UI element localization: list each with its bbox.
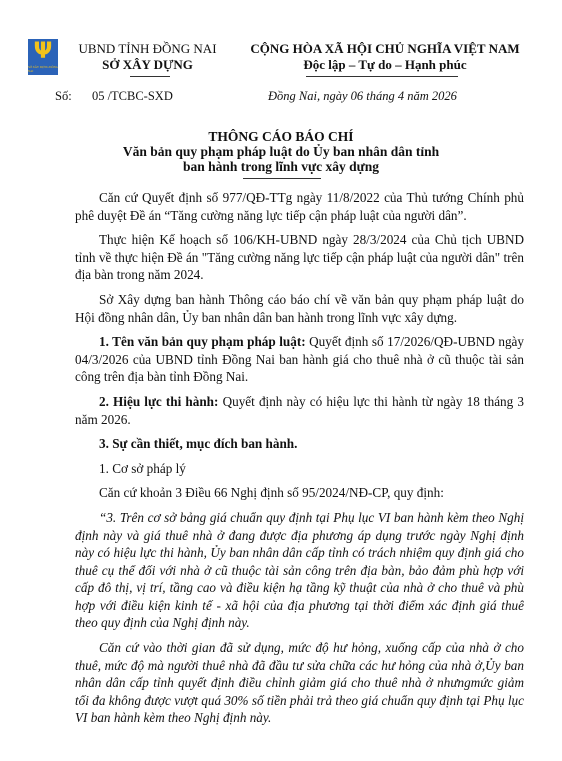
national-motto: Độc lập – Tự do – Hạnh phúc (303, 57, 467, 72)
section-3 (75, 435, 524, 453)
section-3-heading: 3. Sự cần thiết, mục đích ban hành. (99, 436, 298, 452)
parent-organization: UBND TỈNH ĐỒNG NAI (78, 41, 217, 56)
title-underline (243, 178, 321, 179)
document-body (75, 189, 524, 734)
document-number-value: 05 /TCBC-SXD (91, 89, 173, 103)
paragraph-legal-basis: Căn cứ Quyết định số 977/QĐ-TTg ngày 11/8/2022 của Thủ tướng Chính phủ phê duyệt Đề án “Tăng cường năng lực tiếp cận pháp luật của người dân”. (75, 190, 524, 223)
document-number (55, 89, 173, 104)
header-underline-left (130, 76, 170, 77)
section-3-legal-reference: Căn cứ khoản 3 Điều 66 Nghị định số 95/2024/NĐ-CP, quy định: (99, 485, 444, 501)
section-3-subheading: 1. Cơ sở pháp lý (99, 460, 186, 476)
paragraph-plan: Thực hiện Kế hoạch số 106/KH-UBND ngày 28/3/2024 của Chủ tịch UBND tỉnh về thực hiện Đề án "Tăng cường năng lực tiếp cận pháp luật của người dân" trên địa bàn trong năm 2024. (75, 232, 524, 283)
section-2-text: Quyết định này có hiệu lực thi hành từ ngày 18 tháng 3 năm 2026. (75, 393, 524, 427)
organization-name: SỞ XÂY DỰNG (102, 57, 193, 72)
document-subtitle-line1: Văn bản quy phạm pháp luật do Ủy ban nhân dân tỉnh (122, 144, 440, 159)
logo-text: SỞ XÂY DỰNG ĐỒNG NAI (28, 65, 58, 73)
header-underline-right (306, 76, 458, 77)
country-name: CỘNG HÒA XÃ HỘI CHỦ NGHĨA VIỆT NAM (250, 41, 520, 56)
document-title: THÔNG CÁO BÁO CHÍ (208, 129, 354, 144)
organization-logo (28, 39, 58, 75)
place-and-date: Đồng Nai, ngày 06 tháng 4 năm 2026 (268, 89, 457, 103)
quoted-clause-1: “3. Trên cơ sở bảng giá chuẩn quy định tại Phụ lục VI ban hành kèm theo Nghị định này và giá thuê nhà ở đang được địa phương áp dụng trước ngày Nghị định này có hiệu lực thi hành, Ủy ban nhân dân cấp tỉnh có trách nhiệm quy định giá cho thuê cụ thể đối với nhà ở cũ thuộc tài sản công trên địa bàn, bảo đảm phù hợp với cấp đô thị, vị trí, tầng cao và điều kiện hạ tầng kỹ thuật của nhà ở cho thuê và phù hợp với điều kiện kinh tế - xã hội của địa phương tại thời điểm xác định giá thuê theo quy định của Nghị định này. (75, 509, 524, 631)
section-2-heading: 2. Hiệu lực thi hành: (99, 393, 219, 409)
section-2 (75, 393, 524, 428)
issuing-authority (60, 41, 235, 73)
national-header (245, 41, 525, 73)
paragraph-announcement: Sở Xây dựng ban hành Thông cáo báo chí về văn bản quy phạm pháp luật do Hội đồng nhân dân, Ủy ban nhân dân ban hành trong lĩnh vực xây dựng. (75, 291, 524, 325)
logo-emblem-icon: Ψ (33, 39, 53, 64)
section-1 (75, 333, 524, 386)
section-1-text: Quyết định số 17/2026/QĐ-UBND ngày 04/3/2026 của UBND tỉnh Đồng Nai ban hành giá cho thuê nhà ở cũ thuộc tài sản công trên địa bàn tỉnh Đồng Nai. (75, 334, 525, 385)
document-number-label: Số: (55, 89, 72, 103)
document-subtitle-line2: ban hành trong lĩnh vực xây dựng (182, 159, 380, 174)
section-1-heading: 1. Tên văn bản quy phạm pháp luật: (99, 334, 306, 350)
quoted-clause-2: Căn cứ vào thời gian đã sử dụng, mức độ hư hỏng, xuống cấp của nhà ở cho thuê, mức độ mà người thuê nhà đã đầu tư sửa chữa các hư hỏng của nhà ở,Ủy ban nhân dân cấp tỉnh quyết định điều chỉnh giảm giá cho thuê nhà ở nhưngmức giảm tối đa không được vượt quá 30% số tiền phải trả theo giá chuẩn quy định tại Phụ lục VI ban hành kèm theo Nghị định này. (75, 640, 524, 726)
